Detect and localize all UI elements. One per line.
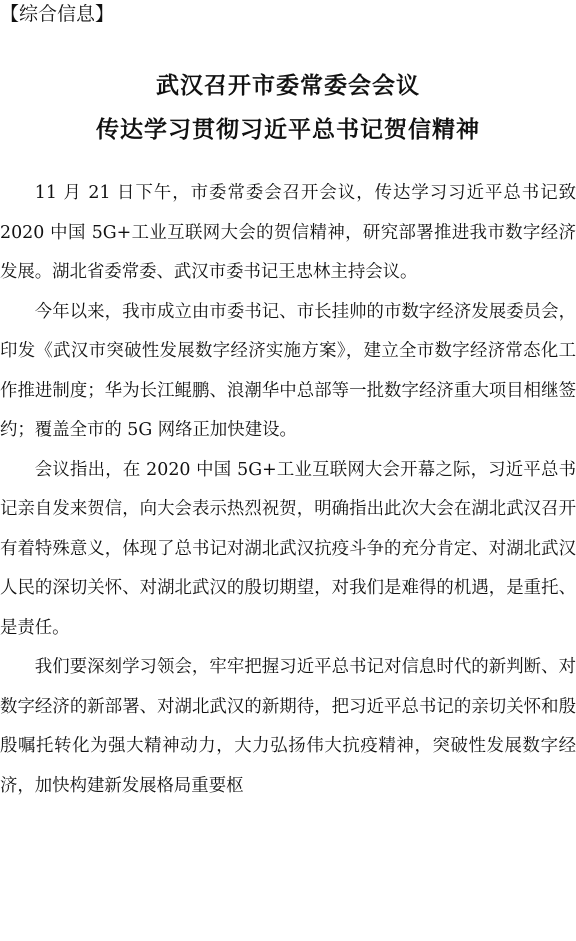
article-title-line-2: 传达学习贯彻习近平总书记贺信精神 — [96, 117, 480, 143]
body-paragraph: 11 月 21 日下午，市委常委会召开会议，传达学习习近平总书记致 2020 中国 5G+工业互联网大会的贺信精神，研究部署推进我市数字经济发展。湖北省委常委、武汉市委书记王忠林主持会议。 — [0, 183, 576, 282]
body-paragraph: 今年以来，我市成立由市委书记、市长挂帅的市数字经济发展委员会，印发《武汉市突破性发展数字经济实施方案》，建立全市数字经济常态化工作推进制度；华为长江鲲鹏、浪潮华中总部等一批数字经济重大项目相继签约；覆盖全市的 5G 网络正加快建设。 — [0, 301, 576, 440]
body-paragraph: 我们要深刻学习领会，牢牢把握习近平总书记对信息时代的新判断、对数字经济的新部署、对湖北武汉的新期待，把习近平总书记的亲切关怀和殷殷嘱托转化为强大精神动力，大力弘扬伟大抗疫精神，突破性发展数字经济，加快构建新发展格局重要枢 — [0, 657, 576, 796]
body-paragraph: 会议指出，在 2020 中国 5G+工业互联网大会开幕之际，习近平总书记亲自发来贺信，向大会表示热烈祝贺，明确指出此次大会在湖北武汉召开有着特殊意义，体现了总书记对湖北武汉抗疫斗争的充分肯定、对湖北武汉人民的深切关怀、对湖北武汉的殷切期望，对我们是难得的机遇，是重托、是责任。 — [0, 459, 576, 638]
article-body — [0, 174, 576, 806]
section-tag: 【综合信息】 — [0, 3, 115, 25]
article-title-line-1: 武汉召开市委常委会会议 — [156, 73, 420, 99]
